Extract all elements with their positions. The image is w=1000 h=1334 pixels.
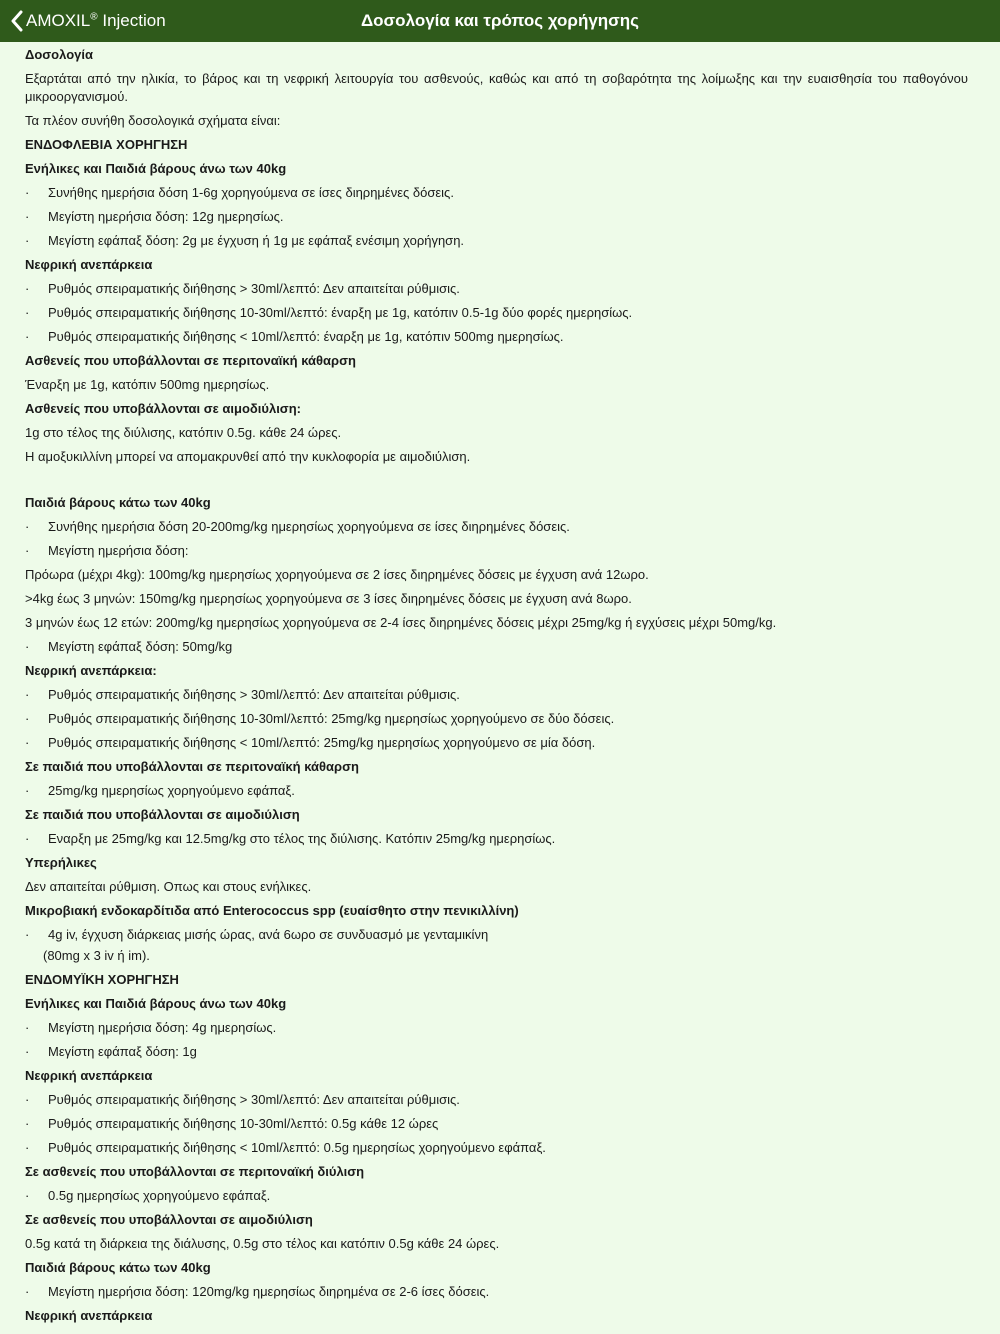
bullet-text: Ρυθμός σπειραματικής διήθησης 10-30ml/λεπτό: έναρξη με 1g, κατόπιν 0.5-1g δύο φορές ημερησίως. <box>48 305 633 320</box>
paragraph: Πρόωρα (μέχρι 4kg): 100mg/kg ημερησίως χορηγούμενα σε 2 ίσες διηρημένες δόσεις με έγχυση ανά 12ωρο. <box>25 567 649 582</box>
bullet-marker: · <box>25 1284 30 1299</box>
bullet-marker: · <box>25 687 30 702</box>
navigation-bar <box>0 0 1000 42</box>
bullet-item <box>25 710 968 728</box>
bullet-item <box>25 280 968 298</box>
bullet-text: Μεγίστη ημερήσια δόση: 120mg/kg ημερησίως διηρημένα σε 2-6 ίσες δόσεις. <box>48 1284 490 1299</box>
dosage-content <box>25 46 968 1331</box>
back-label: AMOXIL® Injection <box>26 11 166 30</box>
chevron-left-icon <box>10 10 24 32</box>
section-heading: Σε παιδιά που υποβάλλονται σε περιτοναϊκή κάθαρση <box>25 759 359 774</box>
bullet-marker: · <box>25 329 30 344</box>
bullet-item <box>25 1091 968 1109</box>
section-heading: Δοσολογία <box>25 47 93 62</box>
bullet-text: Ρυθμός σπειραματικής διήθησης 10-30ml/λεπτό: 0.5g κάθε 12 ώρες <box>48 1116 439 1131</box>
bullet-item <box>25 1139 968 1157</box>
bullet-item <box>25 518 968 536</box>
bullet-item <box>25 542 968 560</box>
bullet-text: 4g iv, έγχυση διάρκειας μισής ώρας, ανά 6ωρο σε συνδυασμό με γενταμικίνη <box>48 927 489 942</box>
bullet-text: Ρυθμός σπειραματικής διήθησης < 10ml/λεπτό: 0.5g ημερησίως χορηγούμενο εφάπαξ. <box>48 1140 546 1155</box>
bullet-item <box>25 208 968 226</box>
bullet-marker: · <box>25 519 30 534</box>
bullet-item <box>25 1283 968 1301</box>
paragraph: >4kg έως 3 μηνών: 150mg/kg ημερησίως χορηγούμενα σε 3 ίσες διηρημένες δόσεις με έγχυση ανά 8ωρο. <box>25 591 632 606</box>
bullet-item <box>25 232 968 250</box>
bullet-text: Ρυθμός σπειραματικής διήθησης < 10ml/λεπτό: 25mg/kg ημερησίως χορηγούμενο σε μία δόση. <box>48 735 596 750</box>
bullet-marker: · <box>25 185 30 200</box>
bullet-marker: · <box>25 1044 30 1059</box>
bullet-text: Ρυθμός σπειραματικής διήθησης < 10ml/λεπτό: έναρξη με 1g, κατόπιν 500mg ημερησίως. <box>48 329 564 344</box>
bullet-marker: · <box>25 1092 30 1107</box>
bullet-text: Μεγίστη ημερήσια δόση: <box>48 543 189 558</box>
paragraph: Έναρξη με 1g, κατόπιν 500mg ημερησίως. <box>25 377 270 392</box>
section-heading: Νεφρική ανεπάρκεια <box>25 1068 153 1083</box>
section-heading: Παιδιά βάρους κάτω των 40kg <box>25 495 211 510</box>
bullet-text: Μεγίστη εφάπαξ δόση: 50mg/kg <box>48 639 233 654</box>
bullet-item <box>25 782 968 800</box>
bullet-marker: · <box>25 233 30 248</box>
bullet-item <box>25 926 968 944</box>
bullet-text: Ρυθμός σπειραματικής διήθησης > 30ml/λεπτό: Δεν απαιτείται ρύθμισις. <box>48 687 460 702</box>
bullet-marker: · <box>25 1116 30 1131</box>
paragraph: 1g στο τέλος της διύλισης, κατόπιν 0.5g. κάθε 24 ώρες. <box>25 425 342 440</box>
bullet-text: 0.5g ημερησίως χορηγούμενο εφάπαξ. <box>48 1188 271 1203</box>
bullet-text: Μεγίστη εφάπαξ δόση: 2g με έγχυση ή 1g με εφάπαξ ενέσιμη χορήγηση. <box>48 233 465 248</box>
section-heading: Ασθενείς που υποβάλλονται σε περιτοναϊκή κάθαρση <box>25 353 356 368</box>
paragraph: 0.5g κατά τη διάρκεια της διάλυσης, 0.5g στο τέλος και κατόπιν 0.5g κάθε 24 ώρες. <box>25 1236 500 1251</box>
bullet-marker: · <box>25 927 30 942</box>
paragraph: Εξαρτάται από την ηλικία, το βάρος και τη νεφρική λειτουργία του ασθενούς, καθώς και από τη σοβαρότητα της λοίμωξης και την ευαισθησία του παθογόνου μικροοργανισμού. <box>25 71 968 104</box>
section-heading: ΕΝΔΟΦΛΕΒΙΑ ΧΟΡΗΓΗΣΗ <box>25 137 188 152</box>
bullet-marker: · <box>25 1140 30 1155</box>
section-heading: Ασθενείς που υποβάλλονται σε αιμοδιύλιση: <box>25 401 301 416</box>
paragraph: 3 μηνών έως 12 ετών: 200mg/kg ημερησίως χορηγούμενα σε 2-4 ίσες διηρημένες δόσεις μέχρι 25mg/kg ή εγχύσεις μέχρι 50mg/kg. <box>25 615 777 630</box>
bullet-marker: · <box>25 281 30 296</box>
bullet-marker: · <box>25 783 30 798</box>
section-heading: Σε ασθενείς που υποβάλλονται σε αιμοδιύλιση <box>25 1212 313 1227</box>
bullet-item <box>25 830 968 848</box>
spacer <box>25 472 968 494</box>
paragraph: Τα πλέον συνήθη δοσολογικά σχήματα είναι: <box>25 113 281 128</box>
bullet-text: Εναρξη με 25mg/kg και 12.5mg/kg στο τέλος της διύλισης. Κατόπιν 25mg/kg ημερησίως. <box>48 831 556 846</box>
bullet-item <box>25 638 968 656</box>
bullet-text: Μεγίστη ημερήσια δόση: 4g ημερησίως. <box>48 1020 277 1035</box>
bullet-marker: · <box>25 1188 30 1203</box>
bullet-item <box>25 1019 968 1037</box>
bullet-text: Συνήθης ημερήσια δόση 20-200mg/kg ημερησίως χορηγούμενα σε ίσες διηρημένες δόσεις. <box>48 519 570 534</box>
section-heading: Σε παιδιά που υποβάλλονται σε αιμοδιύλιση <box>25 807 300 822</box>
bullet-marker: · <box>25 711 30 726</box>
back-button[interactable] <box>10 0 166 42</box>
bullet-item <box>25 304 968 322</box>
bullet-continuation: (80mg x 3 iv ή im). <box>43 948 150 963</box>
section-heading: Νεφρική ανεπάρκεια <box>25 257 153 272</box>
section-heading: ΕΝΔΟΜΥΪΚΗ ΧΟΡΗΓΗΣΗ <box>25 972 179 987</box>
bullet-text: 25mg/kg ημερησίως χορηγούμενο εφάπαξ. <box>48 783 295 798</box>
bullet-marker: · <box>25 543 30 558</box>
bullet-item <box>25 328 968 346</box>
bullet-item <box>25 1043 968 1061</box>
bullet-item <box>25 734 968 752</box>
bullet-marker: · <box>25 305 30 320</box>
bullet-text: Ρυθμός σπειραματικής διήθησης > 30ml/λεπτό: Δεν απαιτείται ρύθμισις. <box>48 281 460 296</box>
bullet-item <box>25 1115 968 1133</box>
section-heading: Νεφρική ανεπάρκεια <box>25 1308 153 1323</box>
paragraph: Η αμοξυκιλλίνη μπορεί να απομακρυνθεί από την κυκλοφορία με αιμοδιύλιση. <box>25 449 471 464</box>
bullet-marker: · <box>25 831 30 846</box>
bullet-text: Συνήθης ημερήσια δόση 1-6g χορηγούμενα σε ίσες διηρημένες δόσεις. <box>48 185 454 200</box>
bullet-marker: · <box>25 735 30 750</box>
bullet-item <box>25 686 968 704</box>
section-heading: Νεφρική ανεπάρκεια: <box>25 663 157 678</box>
section-heading: Παιδιά βάρους κάτω των 40kg <box>25 1260 211 1275</box>
bullet-marker: · <box>25 1020 30 1035</box>
bullet-item <box>25 184 968 202</box>
bullet-text: Μεγίστη ημερήσια δόση: 12g ημερησίως. <box>48 209 284 224</box>
page-title: Δοσολογία και τρόπος χορήγησης <box>360 11 640 30</box>
bullet-marker: · <box>25 209 30 224</box>
section-heading: Ενήλικες και Παιδιά βάρους άνω των 40kg <box>25 161 287 176</box>
bullet-text: Ρυθμός σπειραματικής διήθησης > 30ml/λεπτό: Δεν απαιτείται ρύθμισις. <box>48 1092 460 1107</box>
section-heading: Σε ασθενείς που υποβάλλονται σε περιτοναϊκή διύλιση <box>25 1164 365 1179</box>
section-heading: Ενήλικες και Παιδιά βάρους άνω των 40kg <box>25 996 287 1011</box>
paragraph: Δεν απαιτείται ρύθμιση. Οπως και στους ενήλικες. <box>25 879 312 894</box>
bullet-text: Ρυθμός σπειραματικής διήθησης 10-30ml/λεπτό: 25mg/kg ημερησίως χορηγούμενο σε δύο δόσεις. <box>48 711 615 726</box>
bullet-item <box>25 1187 968 1205</box>
bullet-text: Μεγίστη εφάπαξ δόση: 1g <box>48 1044 197 1059</box>
bullet-marker: · <box>25 639 30 654</box>
section-heading: Μικροβιακή ενδοκαρδίτιδα από Enterococcus spp (ευαίσθητο στην πενικιλλίνη) <box>25 903 519 918</box>
section-heading: Υπερήλικες <box>25 855 97 870</box>
